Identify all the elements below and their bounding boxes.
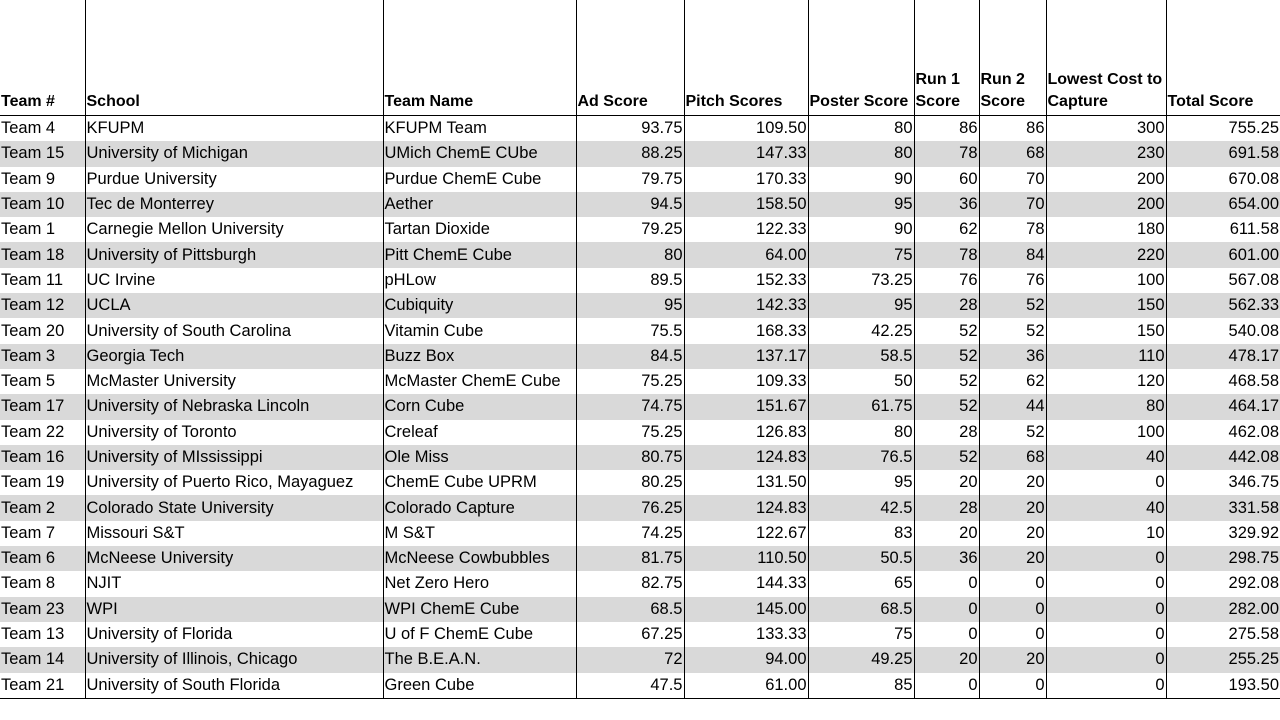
cell-poster-score: 90 [808,217,914,242]
table-row [0,571,1280,596]
header-row [0,0,1280,116]
cell-lowest-cost: 10 [1046,521,1166,546]
table-row [0,268,1280,293]
cell-run1-score: 78 [914,141,979,166]
cell-school: KFUPM [85,116,383,142]
cell-total-score: 255.25 [1166,647,1280,672]
cell-school: University of Puerto Rico, Mayaguez [85,470,383,495]
cell-lowest-cost: 0 [1046,597,1166,622]
table-row [0,622,1280,647]
cell-team-name: McNeese Cowbubbles [383,546,576,571]
cell-team-number: Team 13 [1,625,65,644]
cell-poster-score: 50.5 [808,546,914,571]
cell-school: McNeese University [85,546,383,571]
cell-lowest-cost: 150 [1046,293,1166,318]
header-lowest-cost: Lowest Cost to Capture [1046,0,1166,116]
cell-lowest-cost: 80 [1046,394,1166,419]
cell-poster-score: 75 [808,242,914,267]
cell-lowest-cost: 0 [1046,673,1166,699]
table-row [0,318,1280,343]
cell-poster-score: 61.75 [808,394,914,419]
cell-run2-score: 20 [979,470,1046,495]
header-poster-score: Poster Score [808,0,914,116]
cell-school: University of Florida [85,622,383,647]
cell-run1-score: 52 [914,394,979,419]
header-ad-score: Ad Score [576,0,684,116]
table-row [0,420,1280,445]
cell-school: NJIT [85,571,383,596]
cell-lowest-cost: 200 [1046,192,1166,217]
cell-run1-score: 0 [914,673,979,699]
cell-run2-score: 0 [979,597,1046,622]
cell-pitch-scores: 110.50 [684,546,808,571]
cell-lowest-cost: 100 [1046,268,1166,293]
cell-run2-score: 70 [979,167,1046,192]
cell-run1-score: 86 [914,116,979,142]
cell-pitch-scores: 133.33 [684,622,808,647]
cell-ad-score: 81.75 [576,546,684,571]
cell-pitch-scores: 168.33 [684,318,808,343]
cell-pitch-scores: 142.33 [684,293,808,318]
table-row [0,597,1280,622]
cell-run2-score: 84 [979,242,1046,267]
cell-poster-score: 85 [808,673,914,699]
cell-pitch-scores: 64.00 [684,242,808,267]
table-row [0,242,1280,267]
header-team-number: Team # [0,0,85,116]
cell-total-score: 346.75 [1166,470,1280,495]
cell-run2-score: 44 [979,394,1046,419]
cell-lowest-cost: 180 [1046,217,1166,242]
cell-team-number: Team 10 [0,192,85,217]
cell-team-name: Net Zero Hero [383,571,576,596]
cell-pitch-scores: 170.33 [684,167,808,192]
cell-run1-score: 52 [914,344,979,369]
cell-run1-score: 52 [914,369,979,394]
cell-run2-score: 0 [979,673,1046,699]
cell-pitch-scores: 144.33 [684,571,808,596]
cell-run1-score: 20 [914,521,979,546]
cell-poster-score: 42.25 [808,318,914,343]
cell-poster-score: 49.25 [808,647,914,672]
cell-run1-score: 62 [914,217,979,242]
table-row [0,394,1280,419]
cell-team-name: Corn Cube [383,394,576,419]
cell-team-number: Team 21 [0,673,85,699]
table-row [0,445,1280,470]
table-row [0,116,1280,142]
cell-team-number: Team 3 [0,344,85,369]
cell-lowest-cost: 0 [1046,571,1166,596]
cell-run2-score: 0 [979,622,1046,647]
cell-run1-score: 78 [914,242,979,267]
cell-team-name: Tartan Dioxide [383,217,576,242]
cell-pitch-scores: 152.33 [684,268,808,293]
cell-team-name: Cubiquity [383,293,576,318]
cell-total-score: 691.58 [1166,141,1280,166]
cell-ad-score: 75.25 [576,369,684,394]
cell-pitch-scores: 122.33 [684,217,808,242]
cell-total-score: 282.00 [1166,597,1280,622]
cell-team-name: Aether [383,192,576,217]
cell-run1-score: 20 [914,647,979,672]
table-row [0,521,1280,546]
cell-run1-score: 52 [914,445,979,470]
cell-pitch-scores: 158.50 [684,192,808,217]
table-row [0,495,1280,520]
cell-school: University of Nebraska Lincoln [85,394,383,419]
cell-team-number: Team 6 [0,546,85,571]
cell-team-number: Team 17 [0,394,85,419]
cell-ad-score: 88.25 [576,141,684,166]
cell-team-name: ChemE Cube UPRM [383,470,576,495]
cell-team-name: Buzz Box [383,344,576,369]
cell-run1-score: 28 [914,420,979,445]
cell-team-number: Team 14 [0,647,85,672]
cell-pitch-scores: 61.00 [684,673,808,699]
cell-run1-score: 28 [914,495,979,520]
cell-ad-score: 67.25 [576,622,684,647]
cell-school: University of South Florida [85,673,383,699]
cell-team-name: M S&T [383,521,576,546]
cell-total-score: 193.50 [1166,673,1280,699]
table-row [0,293,1280,318]
cell-pitch-scores: 124.83 [684,495,808,520]
header-pitch-scores: Pitch Scores [684,0,808,116]
cell-team-name: Colorado Capture [383,495,576,520]
cell-poster-score: 95 [808,470,914,495]
cell-run2-score: 68 [979,445,1046,470]
cell-run2-score: 20 [979,546,1046,571]
cell-run2-score: 78 [979,217,1046,242]
cell-school: University of Pittsburgh [85,242,383,267]
cell-team-number: Team 15 [0,141,85,166]
cell-poster-score: 95 [808,192,914,217]
cell-poster-score: 90 [808,167,914,192]
header-run1-score: Run 1 Score [914,0,979,116]
cell-total-score: 670.08 [1166,167,1280,192]
cell-lowest-cost: 0 [1046,622,1166,647]
header-team-name: Team Name [383,0,576,116]
cell-ad-score: 95 [576,293,684,318]
cell-lowest-cost: 300 [1046,116,1166,142]
table-row [0,470,1280,495]
cell-lowest-cost: 40 [1046,495,1166,520]
cell-school: University of South Carolina [85,318,383,343]
cell-team-number: Team 8 [1,574,56,593]
cell-run2-score: 36 [979,344,1046,369]
cell-team-name: Green Cube [383,673,576,699]
cell-lowest-cost: 220 [1046,242,1166,267]
cell-total-score: 540.08 [1166,318,1280,343]
table-row [0,673,1280,699]
cell-total-score: 292.08 [1166,571,1280,596]
table-row [0,647,1280,672]
cell-school: University of MIssissippi [85,445,383,470]
cell-team-number: Team 9 [1,169,56,188]
cell-pitch-scores: 109.50 [684,116,808,142]
cell-pitch-scores: 145.00 [684,597,808,622]
cell-run1-score: 76 [914,268,979,293]
header-school: School [85,0,383,116]
cell-team-name: Ole Miss [383,445,576,470]
cell-poster-score: 58.5 [808,344,914,369]
cell-poster-score: 83 [808,521,914,546]
cell-total-score: 468.58 [1166,369,1280,394]
cell-team-name: Pitt ChemE Cube [383,242,576,267]
cell-team-number: Team 2 [0,495,85,520]
header-run2-score: Run 2 Score [979,0,1046,116]
cell-run2-score: 86 [979,116,1046,142]
cell-total-score: 755.25 [1166,116,1280,142]
cell-pitch-scores: 124.83 [684,445,808,470]
cell-school: University of Toronto [85,420,383,445]
cell-ad-score: 80.25 [576,470,684,495]
cell-total-score: 611.58 [1166,217,1280,242]
cell-run2-score: 0 [979,571,1046,596]
cell-ad-score: 74.75 [576,394,684,419]
cell-poster-score: 80 [808,116,914,142]
cell-team-number: Team 1 [1,220,56,239]
cell-team-number: Team 12 [0,293,85,318]
cell-team-number: Team 19 [1,473,65,492]
cell-school: University of Illinois, Chicago [85,647,383,672]
cell-ad-score: 75.5 [576,318,684,343]
cell-school: UC Irvine [85,268,383,293]
cell-poster-score: 68.5 [808,597,914,622]
cell-run2-score: 52 [979,318,1046,343]
cell-ad-score: 82.75 [576,571,684,596]
cell-poster-score: 95 [808,293,914,318]
cell-run2-score: 20 [979,647,1046,672]
cell-lowest-cost: 0 [1046,546,1166,571]
cell-team-name: WPI ChemE Cube [383,597,576,622]
cell-team-number: Team 4 [1,119,56,138]
cell-pitch-scores: 122.67 [684,521,808,546]
cell-poster-score: 73.25 [808,268,914,293]
cell-school: McMaster University [85,369,383,394]
cell-total-score: 562.33 [1166,293,1280,318]
cell-ad-score: 72 [576,647,684,672]
cell-run2-score: 68 [979,141,1046,166]
table-row [0,217,1280,242]
cell-run1-score: 36 [914,192,979,217]
cell-team-name: Vitamin Cube [383,318,576,343]
table-row [0,141,1280,166]
cell-run1-score: 0 [914,597,979,622]
cell-ad-score: 94.5 [576,192,684,217]
cell-team-name: Creleaf [383,420,576,445]
cell-ad-score: 84.5 [576,344,684,369]
cell-lowest-cost: 110 [1046,344,1166,369]
cell-team-name: pHLow [383,268,576,293]
cell-team-name: U of F ChemE Cube [383,622,576,647]
cell-ad-score: 74.25 [576,521,684,546]
cell-run2-score: 52 [979,293,1046,318]
cell-lowest-cost: 150 [1046,318,1166,343]
table-row [0,369,1280,394]
cell-poster-score: 80 [808,420,914,445]
cell-pitch-scores: 126.83 [684,420,808,445]
cell-total-score: 567.08 [1166,268,1280,293]
cell-run1-score: 52 [914,318,979,343]
cell-team-number: Team 22 [1,422,65,441]
cell-school: Tec de Monterrey [85,192,383,217]
cell-team-number: Team 23 [0,597,85,622]
table-row [0,546,1280,571]
cell-school: Purdue University [85,167,383,192]
cell-lowest-cost: 0 [1046,470,1166,495]
cell-ad-score: 68.5 [576,597,684,622]
cell-poster-score: 80 [808,141,914,166]
cell-school: Missouri S&T [85,521,383,546]
cell-school: Carnegie Mellon University [85,217,383,242]
cell-ad-score: 47.5 [576,673,684,699]
cell-team-number: Team 20 [1,321,65,340]
cell-lowest-cost: 100 [1046,420,1166,445]
cell-lowest-cost: 230 [1046,141,1166,166]
cell-school: WPI [85,597,383,622]
cell-team-number: Team 7 [1,523,56,542]
header-total-score: Total Score [1166,0,1280,116]
cell-total-score: 442.08 [1166,445,1280,470]
cell-ad-score: 75.25 [576,420,684,445]
cell-poster-score: 75 [808,622,914,647]
cell-lowest-cost: 200 [1046,167,1166,192]
cell-school: Colorado State University [85,495,383,520]
cell-total-score: 462.08 [1166,420,1280,445]
cell-team-name: Purdue ChemE Cube [383,167,576,192]
cell-poster-score: 50 [808,369,914,394]
table-row [0,192,1280,217]
cell-poster-score: 65 [808,571,914,596]
cell-run1-score: 60 [914,167,979,192]
cell-team-number: Team 16 [0,445,85,470]
cell-poster-score: 76.5 [808,445,914,470]
cell-run1-score: 20 [914,470,979,495]
cell-pitch-scores: 94.00 [684,647,808,672]
cell-team-number: Team 18 [0,242,85,267]
cell-total-score: 478.17 [1166,344,1280,369]
cell-run1-score: 36 [914,546,979,571]
cell-pitch-scores: 131.50 [684,470,808,495]
table-row [0,344,1280,369]
cell-run2-score: 20 [979,521,1046,546]
cell-team-number: Team 5 [1,372,56,391]
cell-pitch-scores: 151.67 [684,394,808,419]
cell-run2-score: 76 [979,268,1046,293]
cell-total-score: 331.58 [1166,495,1280,520]
cell-ad-score: 79.75 [576,167,684,192]
cell-total-score: 329.92 [1166,521,1280,546]
cell-lowest-cost: 120 [1046,369,1166,394]
cell-pitch-scores: 109.33 [684,369,808,394]
cell-team-name: The B.E.A.N. [383,647,576,672]
cell-total-score: 654.00 [1166,192,1280,217]
cell-run2-score: 62 [979,369,1046,394]
cell-lowest-cost: 0 [1046,647,1166,672]
cell-total-score: 601.00 [1166,242,1280,267]
table-row [0,167,1280,192]
cell-pitch-scores: 147.33 [684,141,808,166]
cell-run1-score: 0 [914,571,979,596]
cell-total-score: 275.58 [1166,622,1280,647]
cell-school: UCLA [85,293,383,318]
cell-team-name: McMaster ChemE Cube [383,369,576,394]
cell-school: University of Michigan [85,141,383,166]
cell-school: Georgia Tech [85,344,383,369]
cell-team-name: KFUPM Team [383,116,576,142]
cell-ad-score: 80 [576,242,684,267]
cell-run1-score: 0 [914,622,979,647]
cell-lowest-cost: 40 [1046,445,1166,470]
cell-run2-score: 20 [979,495,1046,520]
cell-total-score: 298.75 [1166,546,1280,571]
cell-team-number: Team 11 [1,270,64,289]
cell-run2-score: 52 [979,420,1046,445]
cell-team-name: UMich ChemE CUbe [383,141,576,166]
cell-ad-score: 89.5 [576,268,684,293]
cell-ad-score: 76.25 [576,495,684,520]
cell-run1-score: 28 [914,293,979,318]
cell-run2-score: 70 [979,192,1046,217]
cell-ad-score: 79.25 [576,217,684,242]
cell-pitch-scores: 137.17 [684,344,808,369]
cell-ad-score: 80.75 [576,445,684,470]
cell-total-score: 464.17 [1166,394,1280,419]
table-body [0,116,1280,699]
cell-ad-score: 93.75 [576,116,684,142]
cell-poster-score: 42.5 [808,495,914,520]
